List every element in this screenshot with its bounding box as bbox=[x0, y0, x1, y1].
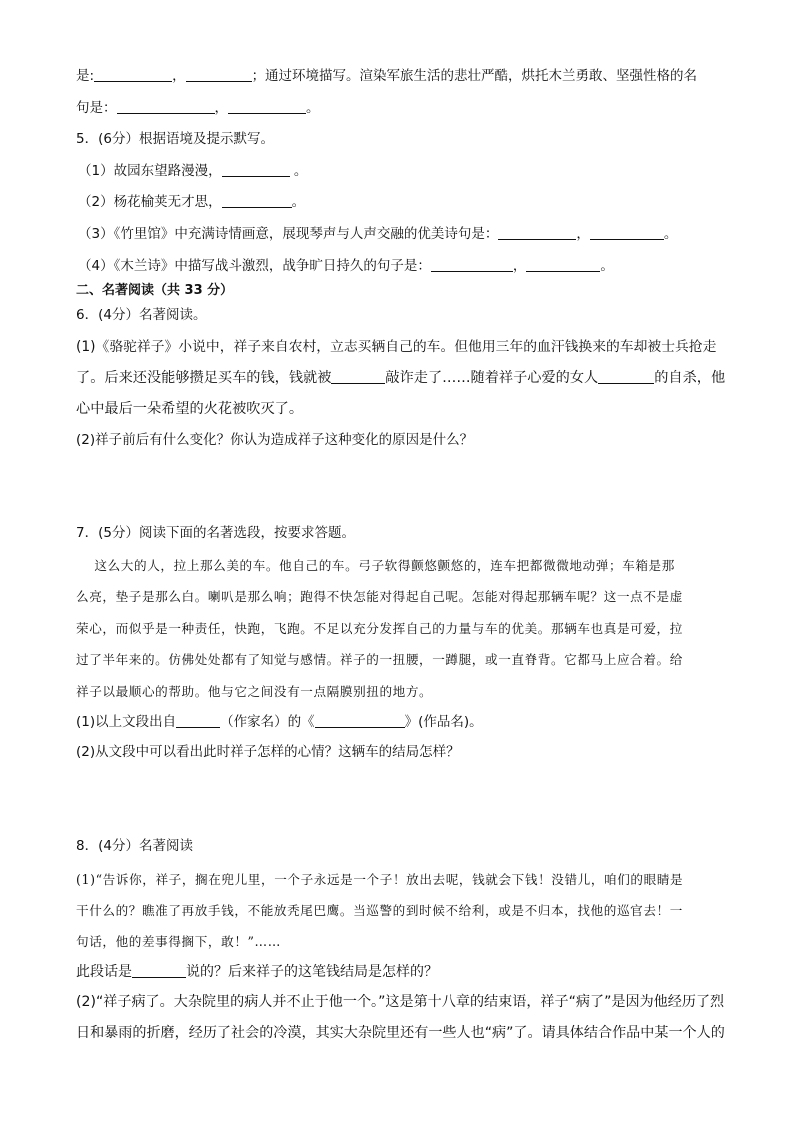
q4-line-2: 句是： ， 。 bbox=[76, 100, 320, 116]
answer-blank[interactable] bbox=[117, 99, 215, 114]
paragraph-line: (1)《骆驼祥子》小说中，祥子来自农村，立志买辆自己的车。但他用三年的血汗钱换来的车却被士兵抢走 bbox=[76, 339, 717, 355]
answer-blank[interactable] bbox=[431, 257, 513, 272]
passage-line: 荣心，而似乎是一种责任，快跑，飞跑。不足以充分发挥自己的力量与车的优美。那辆车也真是可爱，拉 bbox=[76, 621, 683, 636]
answer-blank[interactable] bbox=[132, 963, 186, 978]
fill-in-item: （3）《竹里馆》中充满诗情画意，展现琴声与人声交融的优美诗句是： ， 。 bbox=[78, 226, 678, 242]
question-prompt: (2)祥子前后有什么变化？你认为造成祥子这种变化的原因是什么？ bbox=[76, 432, 474, 448]
answer-blank[interactable] bbox=[176, 713, 220, 728]
question-title: 5．(6分）根据语境及提示默写。 bbox=[76, 131, 274, 147]
paragraph-line: 心中最后一朵希望的火花被吹灭了。 bbox=[76, 401, 304, 417]
paragraph-line: 了。后来还没能够攒足买车的钱，钱就被 敲诈走了……随着祥子心爱的女人 的自杀，他 bbox=[76, 370, 726, 386]
question-prompt: (2)从文段中可以看出此时祥子怎样的心情？这辆车的结局怎样？ bbox=[76, 744, 460, 760]
question-prompt: (1)以上文段出自 （作家名）的《 》(作品名)。 bbox=[76, 714, 483, 730]
section-heading: 二、名著阅读（共 33 分） bbox=[76, 283, 234, 298]
q4-line-1: 是: ， ；通过环境描写。渲染军旅生活的悲壮严酷，烘托木兰勇敢、坚强性格的名 bbox=[76, 68, 698, 84]
passage-line: 这么大的人，拉上那么美的车。他自己的车。弓子软得颤悠颤悠的，连车把都微微地动弹；车箱是那 bbox=[76, 558, 675, 573]
question-title: 8．(4分）名著阅读 bbox=[76, 838, 193, 854]
answer-blank[interactable] bbox=[526, 257, 600, 272]
passage-line: 么亮，垫子是那么白。喇叭是那么响；跑得不快怎能对得起自己呢。怎能对得起那辆车呢？这一点不是虚 bbox=[76, 589, 683, 604]
question-title: 6．(4分）名著阅读。 bbox=[76, 307, 207, 323]
answer-blank[interactable] bbox=[222, 193, 292, 208]
fill-in-item: （1）故园东望路漫漫， 。 bbox=[78, 163, 308, 179]
answer-blank[interactable] bbox=[598, 369, 654, 384]
quote-line: 干什么的？瞧准了再放手钱，不能放秃尾巴鹰。当巡警的到时候不给利，或是不归本，找他的巡官去！一 bbox=[76, 903, 683, 918]
paragraph-line: (2)“祥子病了。大杂院里的病人并不止于他一个。”这是第十八章的结束语，祥子“病了”是因为他经历了烈 bbox=[76, 994, 725, 1010]
fill-in-item: （2）杨花榆荚无才思， 。 bbox=[78, 194, 306, 210]
answer-blank[interactable] bbox=[315, 713, 405, 728]
answer-blank[interactable] bbox=[590, 225, 664, 240]
question-title: 7．(5分）阅读下面的名著选段，按要求答题。 bbox=[76, 525, 355, 541]
paragraph-line: 日和暴雨的折磨，经历了社会的冷漠，其实大杂院里还有一些人也“病”了。请具体结合作品中某一个人的 bbox=[76, 1025, 725, 1041]
answer-blank[interactable] bbox=[498, 225, 576, 240]
answer-blank[interactable] bbox=[228, 99, 306, 114]
fill-in-item: （4）《木兰诗》中描写战斗激烈，战争旷日持久的句子是： ， 。 bbox=[78, 258, 614, 274]
answer-blank[interactable] bbox=[94, 67, 172, 82]
quote-line: (1)“告诉你，祥子，搁在兜儿里，一个子永远是一个子！放出去呢，钱就会下钱！没错儿，咱们的眼睛是 bbox=[76, 872, 684, 887]
passage-line: 祥子以最顺心的帮助。他与它之间没有一点隔膜别扭的地方。 bbox=[76, 684, 433, 699]
answer-blank[interactable] bbox=[331, 369, 385, 384]
passage-line: 过了半年来的。仿佛处处都有了知觉与感情。祥子的一扭腰，一蹲腿，或一直脊背。它都马上应合着。给 bbox=[76, 652, 683, 667]
answer-blank[interactable] bbox=[186, 67, 252, 82]
question-prompt: 此段话是 说的？后来祥子的这笔钱结局是怎样的？ bbox=[76, 964, 438, 980]
quote-line: 句话，他的差事得搁下，敢！”…… bbox=[76, 934, 281, 949]
answer-blank[interactable] bbox=[222, 162, 290, 177]
